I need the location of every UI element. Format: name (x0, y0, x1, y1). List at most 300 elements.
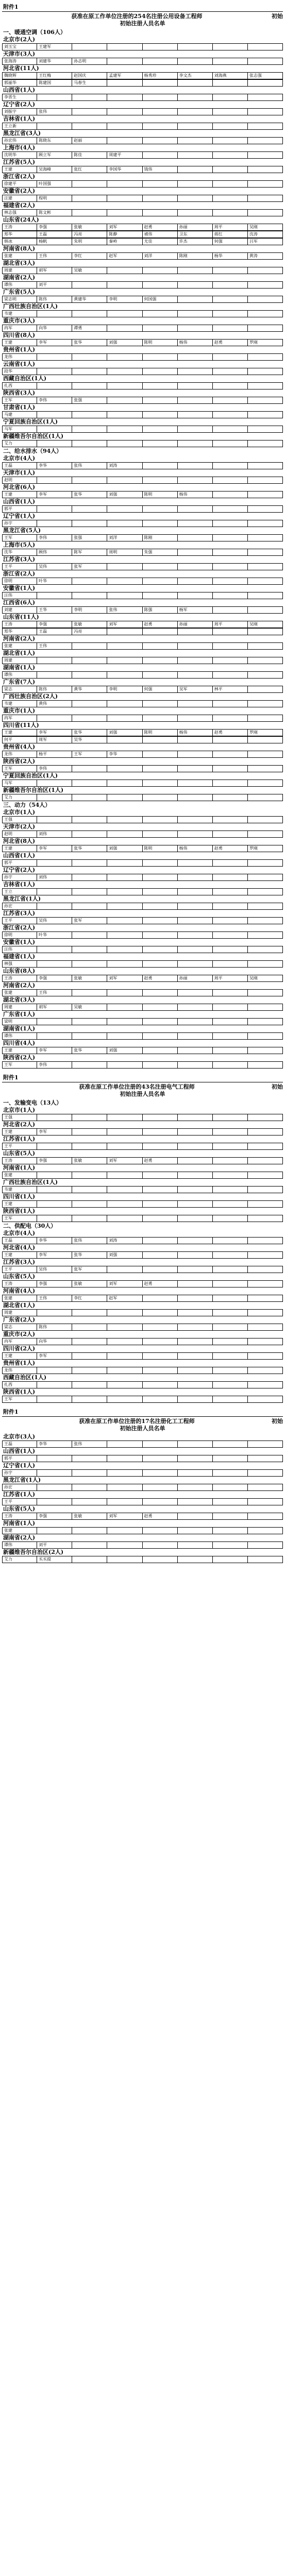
empty-cell (213, 1324, 248, 1330)
empty-cell (213, 874, 248, 880)
empty-cell (107, 1143, 142, 1149)
empty-cell (72, 195, 107, 201)
empty-cell (248, 715, 283, 721)
province-heading: 山西省(1人) (3, 1448, 36, 1454)
empty-cell (178, 961, 213, 967)
attachment-label: 附件1 (2, 1407, 283, 1417)
empty-cell (213, 751, 248, 757)
person-name: 李军 (37, 1353, 72, 1359)
empty-cell (107, 1455, 142, 1462)
person-name: 王建 (2, 1353, 37, 1359)
empty-cell (107, 1484, 142, 1490)
empty-cell (178, 629, 213, 635)
empty-cell (178, 152, 213, 158)
empty-cell (72, 1215, 107, 1222)
empty-cell (107, 1019, 142, 1025)
name-row (2, 1114, 283, 1121)
name-row (2, 592, 283, 599)
empty-cell (143, 1187, 178, 1193)
empty-cell (248, 166, 283, 173)
person-name: 刘平 (37, 1542, 72, 1548)
empty-cell (72, 657, 107, 664)
empty-cell (248, 123, 283, 129)
province-heading: 黑龙江省(1人) (3, 1477, 41, 1483)
person-name: 吴敏 (72, 267, 107, 274)
empty-cell (213, 354, 248, 360)
person-name: 沈涛 (248, 231, 283, 238)
empty-cell (248, 961, 283, 967)
empty-cell (72, 1353, 107, 1359)
person-name: 王建 (2, 845, 37, 852)
person-name: 王军 (2, 397, 37, 403)
empty-cell (143, 1114, 178, 1121)
name-row (2, 281, 283, 289)
empty-cell (178, 267, 213, 274)
empty-cell (107, 1114, 142, 1121)
person-name: 郑华 (2, 629, 37, 635)
empty-cell (107, 311, 142, 317)
person-name: 张军 (72, 564, 107, 570)
person-name: 刘振宇 (2, 109, 37, 115)
person-name: 陈佳 (72, 152, 107, 158)
province-heading: 甘肃省(1人) (3, 404, 36, 411)
empty-cell (107, 874, 142, 880)
empty-cell (248, 1201, 283, 1207)
province-heading: 河南省(1人) (3, 1164, 36, 1171)
empty-cell (248, 1542, 283, 1548)
person-name: 张敏 (72, 975, 107, 981)
person-name: 赵明 (2, 831, 37, 837)
empty-cell (178, 311, 213, 317)
empty-cell (178, 701, 213, 707)
empty-cell (213, 152, 248, 158)
section-gap (2, 1069, 283, 1073)
person-name: 沈明华 (2, 152, 37, 158)
empty-cell (213, 412, 248, 418)
empty-cell (72, 643, 107, 649)
province-heading: 广西壮族自治区(2人) (3, 693, 58, 700)
name-row (2, 859, 283, 867)
name-row (2, 43, 283, 50)
person-name: 尤佳 (143, 239, 178, 245)
empty-cell (213, 1484, 248, 1490)
person-name: 吴伟 (37, 1266, 72, 1273)
person-name: 顾立军 (37, 152, 72, 158)
person-name: 陈伟 (37, 1324, 72, 1330)
person-name: 陈明 (143, 492, 178, 498)
person-name: 扎西 (2, 383, 37, 389)
province-heading: 辽宁省(1人) (3, 513, 36, 519)
empty-cell (213, 1187, 248, 1193)
person-name: 吴军 (178, 686, 213, 692)
empty-cell (178, 643, 213, 649)
empty-cell (72, 874, 107, 880)
person-name: 梁志 (2, 1324, 37, 1330)
empty-cell (213, 946, 248, 953)
empty-cell (248, 1310, 283, 1316)
empty-cell (107, 477, 142, 483)
person-name: 向华 (37, 325, 72, 331)
person-name: 孙宇 (2, 520, 37, 527)
empty-cell (72, 383, 107, 389)
empty-cell (107, 94, 142, 100)
name-row (2, 1324, 283, 1331)
name-row (2, 621, 283, 628)
person-name: 李晋生 (2, 94, 37, 100)
province-heading: 天津市(3人) (3, 50, 36, 57)
person-name: 张华 (72, 1252, 107, 1258)
person-name: 王建 (2, 1047, 37, 1054)
person-name: 王军 (72, 751, 107, 757)
empty-cell (178, 1396, 213, 1402)
name-row (2, 267, 283, 274)
person-name: 周建 (2, 1310, 37, 1316)
empty-cell (37, 657, 72, 664)
empty-cell (72, 1455, 107, 1462)
person-name: 梁明 (2, 1019, 37, 1025)
name-row (2, 729, 283, 736)
person-name: 徐明 (2, 932, 37, 938)
person-name: 龙伟 (2, 1367, 37, 1374)
name-row (2, 108, 283, 115)
empty-cell (213, 592, 248, 599)
person-name: 王军 (2, 535, 37, 541)
empty-cell (72, 990, 107, 996)
province-heading: 河南省(2人) (3, 982, 36, 989)
name-row (2, 1513, 283, 1520)
empty-cell (143, 946, 178, 953)
empty-cell (248, 780, 283, 786)
section-note: 初始 (272, 1418, 283, 1425)
empty-cell (72, 672, 107, 678)
person-name: 李军 (37, 340, 72, 346)
empty-cell (248, 592, 283, 599)
person-name: 何强 (143, 686, 178, 692)
empty-cell (72, 1499, 107, 1505)
empty-cell (72, 94, 107, 100)
person-name: 王建 (2, 1201, 37, 1207)
empty-cell (178, 368, 213, 375)
empty-cell (178, 1019, 213, 1025)
person-name: 赵国庆 (72, 73, 107, 79)
empty-cell (37, 946, 72, 953)
empty-cell (107, 412, 142, 418)
empty-cell (107, 267, 142, 274)
empty-cell (72, 1542, 107, 1548)
name-row (2, 151, 283, 159)
empty-cell (143, 990, 178, 996)
empty-cell (248, 817, 283, 823)
empty-cell (37, 1367, 72, 1374)
person-name: 刘建 (2, 607, 37, 613)
name-row (2, 903, 283, 910)
empty-cell (213, 267, 248, 274)
empty-cell (213, 701, 248, 707)
person-name: 王伟 (37, 253, 72, 259)
empty-cell (37, 1484, 72, 1490)
empty-cell (72, 311, 107, 317)
empty-cell (143, 195, 178, 201)
empty-cell (72, 123, 107, 129)
empty-cell (107, 1353, 142, 1359)
empty-cell (143, 520, 178, 527)
province-heading: 河北省(4人) (3, 1244, 36, 1251)
person-name: 张敏 (72, 621, 107, 628)
person-name: 罗刚 (248, 845, 283, 852)
empty-cell (143, 325, 178, 331)
person-name: 刘强 (107, 1252, 142, 1258)
empty-cell (248, 311, 283, 317)
empty-cell (37, 889, 72, 895)
person-name: 刘伟 (37, 831, 72, 837)
person-name: 罗刚 (248, 340, 283, 346)
empty-cell (37, 520, 72, 527)
name-row (2, 195, 283, 202)
person-name: 林强 (2, 961, 37, 967)
empty-cell (178, 817, 213, 823)
empty-cell (143, 1295, 178, 1301)
name-row (2, 946, 283, 953)
empty-cell (107, 1542, 142, 1548)
province-heading: 北京市(2人) (3, 36, 36, 43)
person-name: 冉军 (2, 325, 37, 331)
empty-cell (143, 1324, 178, 1330)
person-name: 王伟 (37, 643, 72, 649)
category-heading: 二、给水排水（94人） (3, 448, 62, 454)
person-name: 李明 (107, 296, 142, 302)
section-title: 初始 获准在原工作单位注册的254名注册公用设备工程师 初始注册人员名单 (71, 13, 283, 27)
person-name: 王军 (2, 1215, 37, 1222)
person-name: 谭伟 (2, 1542, 37, 1548)
person-name: 王涛 (2, 1158, 37, 1164)
empty-cell (178, 1484, 213, 1490)
name-row (2, 1200, 283, 1208)
empty-cell (248, 903, 283, 909)
empty-cell (37, 1033, 72, 1039)
empty-cell (107, 1367, 142, 1374)
name-row (2, 794, 283, 801)
name-row (2, 1018, 283, 1025)
empty-cell (178, 1455, 213, 1462)
empty-cell (143, 1528, 178, 1534)
empty-cell (213, 1129, 248, 1135)
empty-cell (143, 629, 178, 635)
empty-cell (248, 643, 283, 649)
name-row (2, 382, 283, 389)
person-name: 郑华 (2, 231, 37, 238)
empty-cell (72, 354, 107, 360)
person-name: 赵勇 (213, 730, 248, 736)
person-name: 艾力 (2, 794, 37, 801)
empty-cell (213, 1266, 248, 1273)
empty-cell (213, 1252, 248, 1258)
person-name: 郭平 (2, 1455, 37, 1462)
province-heading: 陕西省(1人) (3, 1208, 36, 1214)
person-name: 魏晓辉 (2, 73, 37, 79)
empty-cell (213, 368, 248, 375)
person-name: 陈建国 (37, 80, 72, 86)
empty-cell (37, 1187, 72, 1193)
name-row (2, 397, 283, 404)
province-heading: 山东省(5人) (3, 1505, 36, 1512)
empty-cell (107, 932, 142, 938)
empty-cell (178, 282, 213, 288)
empty-cell (178, 123, 213, 129)
person-name: 马军 (2, 780, 37, 786)
empty-cell (107, 831, 142, 837)
person-name: 吕军 (248, 239, 283, 245)
empty-cell (143, 831, 178, 837)
empty-cell (37, 426, 72, 432)
person-name: 王建 (2, 492, 37, 498)
empty-cell (37, 1528, 72, 1534)
province-heading: 黑龙江省(5人) (3, 527, 41, 534)
empty-cell (213, 607, 248, 613)
person-name: 买买提 (37, 1556, 72, 1563)
person-name: 李军 (37, 730, 72, 736)
empty-cell (37, 672, 72, 678)
empty-cell (143, 701, 178, 707)
empty-cell (178, 1201, 213, 1207)
person-name: 艾力 (2, 440, 37, 447)
empty-cell (213, 123, 248, 129)
empty-cell (213, 932, 248, 938)
name-row (2, 736, 283, 743)
person-name: 徐明 (2, 578, 37, 584)
empty-cell (248, 1062, 283, 1068)
empty-cell (178, 1499, 213, 1505)
empty-cell (213, 1047, 248, 1054)
empty-cell (248, 1172, 283, 1178)
empty-cell (213, 1542, 248, 1548)
empty-cell (107, 181, 142, 187)
empty-cell (37, 123, 72, 129)
empty-cell (143, 354, 178, 360)
province-heading: 浙江省(2人) (3, 924, 36, 931)
person-name: 马军 (2, 426, 37, 432)
person-name: 龙伟 (2, 751, 37, 757)
empty-cell (213, 578, 248, 584)
person-name: 段华 (2, 368, 37, 375)
person-name: 杨华 (213, 253, 248, 259)
province-heading: 浙江省(2人) (3, 173, 36, 180)
person-name: 赵勇 (213, 845, 248, 852)
empty-cell (143, 657, 178, 664)
person-name: 叶国强 (37, 181, 72, 187)
person-name: 张建 (2, 643, 37, 649)
empty-cell (107, 210, 142, 216)
empty-cell (248, 1556, 283, 1563)
person-name: 张伟 (72, 1238, 107, 1244)
person-name: 韩冰 (2, 239, 37, 245)
person-name: 吴刚 (248, 224, 283, 230)
name-row (2, 1527, 283, 1534)
person-name: 刘伟 (37, 874, 72, 880)
empty-cell (213, 210, 248, 216)
province-heading: 北京市(3人) (3, 1433, 36, 1440)
empty-cell (72, 831, 107, 837)
province-heading: 湖北省(1人) (3, 650, 36, 656)
province-heading: 陕西省(1人) (3, 1388, 36, 1395)
empty-cell (213, 80, 248, 86)
empty-cell (143, 267, 178, 274)
person-name: 褚伟 (143, 231, 178, 238)
empty-cell (143, 643, 178, 649)
empty-cell (248, 1158, 283, 1164)
empty-cell (213, 426, 248, 432)
person-name: 赵勇 (143, 621, 178, 628)
empty-cell (143, 932, 178, 938)
empty-cell (107, 383, 142, 389)
empty-cell (248, 80, 283, 86)
empty-cell (213, 1528, 248, 1534)
empty-cell (107, 368, 142, 375)
name-row (2, 58, 283, 65)
province-heading: 天津市(1人) (3, 469, 36, 476)
person-name: 罗刚 (248, 730, 283, 736)
empty-cell (143, 463, 178, 469)
person-name: 孙丽 (178, 621, 213, 628)
person-name: 张华 (72, 845, 107, 852)
person-name: 孙丽 (178, 975, 213, 981)
person-name: 刘军 (107, 1513, 142, 1519)
province-heading: 江苏省(3人) (3, 556, 36, 563)
empty-cell (248, 397, 283, 403)
name-row (2, 209, 283, 216)
empty-cell (72, 477, 107, 483)
empty-cell (213, 1019, 248, 1025)
name-row (2, 252, 283, 260)
person-name: 刘建华 (37, 58, 72, 64)
empty-cell (107, 961, 142, 967)
empty-cell (72, 1556, 107, 1563)
empty-cell (72, 903, 107, 909)
name-row (2, 1032, 283, 1040)
person-name: 谭勇 (72, 325, 107, 331)
name-row (2, 686, 283, 693)
person-name: 王磊 (37, 629, 72, 635)
empty-cell (143, 506, 178, 512)
empty-cell (143, 152, 178, 158)
empty-cell (213, 492, 248, 498)
name-row (2, 657, 283, 664)
person-name: 王涛 (2, 1513, 37, 1519)
person-name: 陈强 (143, 607, 178, 613)
person-name: 刘军 (107, 224, 142, 230)
empty-cell (72, 1382, 107, 1388)
empty-cell (178, 412, 213, 418)
name-row (2, 137, 283, 144)
empty-cell (37, 383, 72, 389)
empty-cell (213, 1201, 248, 1207)
empty-cell (248, 607, 283, 613)
empty-cell (107, 1172, 142, 1178)
name-row (2, 578, 283, 585)
empty-cell (248, 1396, 283, 1402)
person-name: 王平 (2, 1499, 37, 1505)
person-name: 韦建 (2, 311, 37, 317)
name-row (2, 715, 283, 722)
empty-cell (248, 412, 283, 418)
province-heading: 山东省(24人) (3, 216, 39, 223)
empty-cell (213, 961, 248, 967)
empty-cell (107, 426, 142, 432)
name-row (2, 180, 283, 188)
name-row (2, 166, 283, 173)
empty-cell (178, 1004, 213, 1010)
empty-cell (178, 1338, 213, 1345)
empty-cell (248, 535, 283, 541)
